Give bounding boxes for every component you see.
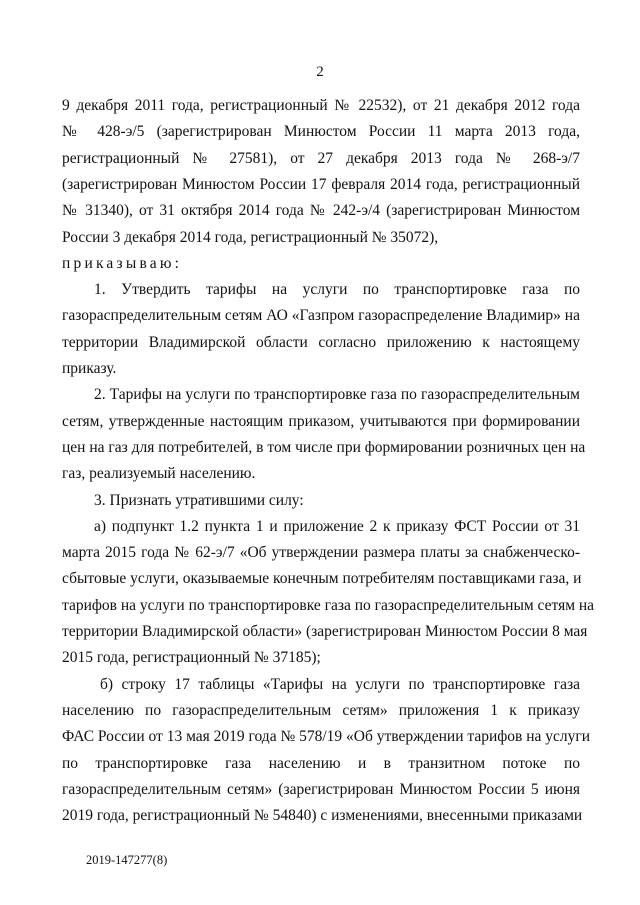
text-line: 3. Признать утратившими силу: [94,491,304,509]
text-line: ФАС России от 13 мая 2019 года № 578/19 «Об утверждении тарифов на услуги [62,728,591,746]
text-line: а) подпункт 1.2 пункта 1 и приложение 2 к приказу ФСТ России от 31 [94,517,580,535]
text-line: 2019 года, регистрационный № 54840) с изменениями, внесенными приказами [62,807,583,825]
text-line: приказываю: [62,254,183,272]
text-line: тарифов на услуги по транспортировке газа по газораспределительным сетям на [62,596,595,614]
text-line: (зарегистрирован Минюстом России 17 февраля 2014 года, регистрационный [62,175,580,193]
document-footer-code: 2019-147277(8) [86,853,168,867]
text-line: № 428-э/5 (зарегистрирован Минюстом России 11 марта 2013 года, [62,123,580,141]
text-line: б) строку 17 таблицы «Тарифы на услуги по транспортировке газа [100,675,580,693]
text-line: территории Владимирской области согласно приложению к настоящему [62,333,580,351]
text-line: газораспределительным сетям» (зарегистрирован Минюстом России 5 июня [62,780,580,798]
text-line: № 31340), от 31 октября 2014 года № 242-э/4 (зарегистрирован Минюстом [62,202,580,220]
page-number: 2 [316,64,324,80]
text-line: сбытовые услуги, оказываемые конечным потребителям поставщиками газа, и [62,570,582,588]
text-line: газораспределительным сетям АО «Газпром газораспределение Владимир» на [62,307,580,325]
text-line: 9 декабря 2011 года, регистрационный № 22532), от 21 декабря 2012 года [62,97,580,114]
text-line: газ, реализуемый населению. [62,465,256,483]
text-line: России 3 декабря 2014 года, регистрационный № 35072), [62,228,439,246]
text-line: 2015 года, регистрационный № 37185); [62,649,321,667]
text-line: 2. Тарифы на услуги по транспортировке газа по газораспределительным [94,386,580,404]
text-line: марта 2015 года № 62-э/7 «Об утверждении размера платы за снабженческо- [62,544,580,562]
text-line: населению по газораспределительным сетям» приложения 1 к приказу [62,701,580,719]
text-line: приказу. [62,360,117,377]
text-line: 1. Утвердить тарифы на услуги по транспортировке газа по [94,281,580,299]
text-line: территории Владимирской области» (зарегистрирован Минюстом России 8 мая [62,623,588,640]
text-line: регистрационный № 27581), от 27 декабря 2013 года № 268-э/7 [62,149,580,167]
text-line: по транспортировке газа населению и в транзитном потоке по [62,754,580,772]
text-line: цен на газ для потребителей, в том числе при формировании розничных цен на [62,438,586,456]
text-line: сетям, утвержденные настоящим приказом, учитываются при формировании [62,412,580,430]
